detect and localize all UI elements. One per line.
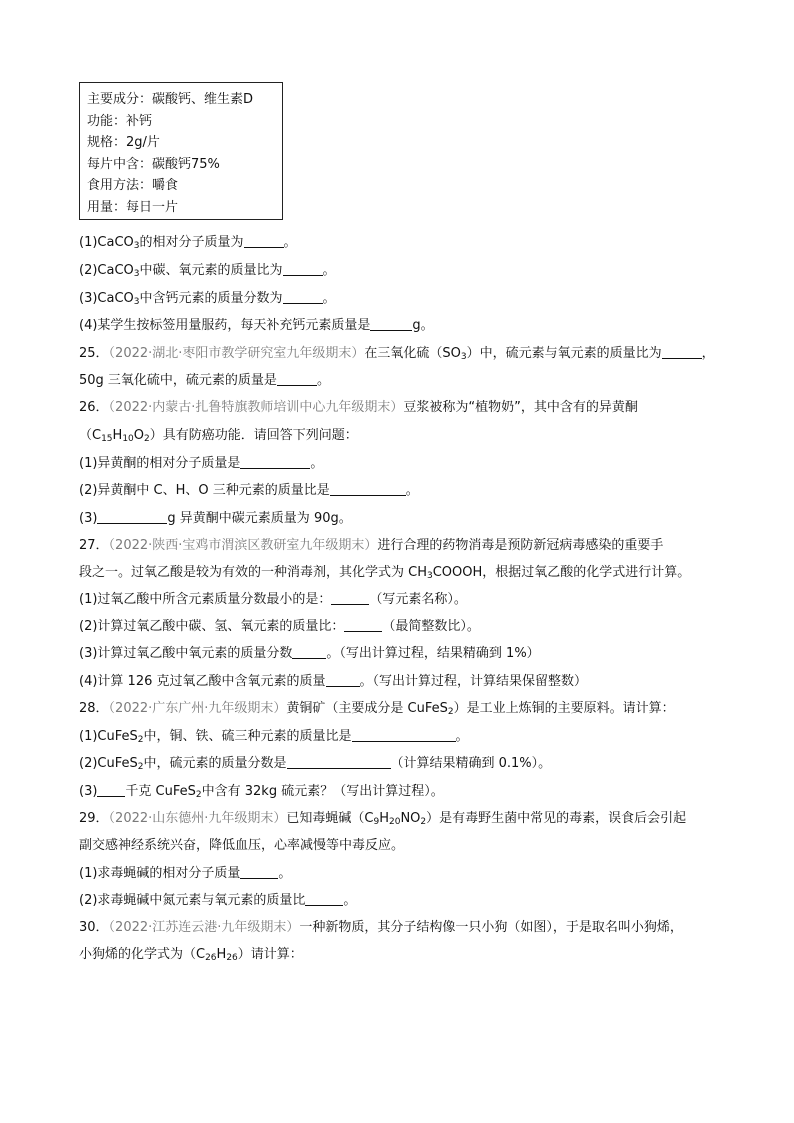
q29-line2: 副交感神经系统兴奋，降低血压，心率减慢等中毒反应。: [79, 838, 405, 853]
question-source: （2022·山东德州·九年级期末）: [108, 811, 287, 826]
q27-part3: (3)计算过氧乙酸中氧元素的质量分数 。（写出计算过程，结果精确到 1%）: [79, 646, 540, 661]
q29-part2: (2)求毒蝇碱中氮元素与氧元素的质量比 。: [79, 893, 357, 908]
answer-blank[interactable]: [305, 892, 343, 906]
label-spec: 规格：2g/片: [87, 135, 160, 150]
answer-blank[interactable]: [292, 645, 326, 659]
q27-line1: 27．（2022·陕西·宝鸡市渭滨区教研室九年级期末）进行合理的药物消毒是预防新冠病毒感染的重要手: [79, 538, 664, 553]
answer-blank[interactable]: [331, 591, 369, 605]
supplement-label-box: [79, 82, 283, 220]
q24-part2: (2)CaCO$_3$中碳、氧元素的质量比为 。: [79, 263, 336, 279]
q27-part1: (1)过氧乙酸中所含元素质量分数最小的是： （写元素名称）。: [79, 592, 467, 607]
answer-blank[interactable]: [283, 290, 323, 304]
question-number: 28．: [79, 701, 109, 716]
label-dosage: 用量：每日一片: [87, 199, 179, 215]
q24-part3: (3)CaCO$_3$中含钙元素的质量分数为 。: [79, 291, 336, 307]
label-usage: 食用方法：嚼食: [87, 178, 179, 193]
q28-line1: 28．（2022·广东广州·九年级期末）黄铜矿（主要成分是 CuFeS$_2$）是工业上炼铜的主要原料。请计算：: [79, 701, 675, 717]
answer-blank[interactable]: [370, 317, 412, 331]
q24-part1: (1)CaCO$_3$的相对分子质量为 。: [79, 235, 297, 251]
answer-blank[interactable]: [240, 455, 310, 469]
q25-line1: 25．（2022·湖北·枣阳市教学研究室九年级期末）在三氧化硫$(SO_3)$中，硫元素与氧元素的质量比为 ，: [79, 346, 715, 362]
q26-line2: $(C_{15}H_{10}O_2)$具有防癌功能．请回答下列问题：: [79, 428, 358, 444]
answer-blank[interactable]: [240, 865, 278, 879]
q28-part1: (1)CuFeS$_2$中，铜、铁、硫三种元素的质量比是 。: [79, 729, 469, 745]
label-ingredients: 主要成分：碳酸钙、维生素D: [87, 92, 254, 107]
answer-blank[interactable]: [330, 482, 406, 496]
q30-line1: 30．（2022·江苏连云港·九年级期末）一种新物质，其分子结构像一只小狗（如图），于是取名叫小狗烯，: [79, 920, 683, 935]
q26-part2: (2)异黄酮中 C、H、O 三种元素的质量比是 。: [79, 483, 419, 498]
question-number: 27．: [79, 538, 109, 553]
answer-blank[interactable]: [97, 783, 125, 797]
answer-blank[interactable]: [97, 510, 167, 524]
answer-blank[interactable]: [244, 234, 284, 248]
answer-blank[interactable]: [662, 345, 702, 359]
q26-part3: (3) g 异黄酮中碳元素质量为 90g。: [79, 511, 352, 526]
answer-blank[interactable]: [283, 262, 323, 276]
answer-blank[interactable]: [277, 372, 317, 386]
question-number: 25．: [79, 346, 109, 361]
question-number: 26．: [79, 400, 109, 415]
answer-blank[interactable]: [287, 755, 391, 769]
q24-part4: (4)某学生按标签用量服药，每天补充钙元素质量是 g。: [79, 318, 434, 333]
q26-line1: 26．（2022·内蒙古·扎鲁特旗教师培训中心九年级期末）豆浆被称为“植物奶”，其中含有的异黄酮: [79, 400, 638, 415]
q28-part3: (3) 千克 CuFeS$_2$中含有 32kg 硫元素？（写出计算过程）。: [79, 784, 444, 800]
q29-line1: 29．（2022·山东德州·九年级期末）已知毒蝇碱$(C_9H_{20}NO_2)$是有毒野生菌中常见的毒素，误食后会引起: [79, 811, 687, 827]
answer-blank[interactable]: [352, 728, 456, 742]
question-number: 30．: [79, 920, 109, 935]
question-source: （2022·广东广州·九年级期末）: [108, 701, 287, 716]
question-source: （2022·湖北·枣阳市教学研究室九年级期末）: [108, 346, 365, 361]
question-source: （2022·内蒙古·扎鲁特旗教师培训中心九年级期末）: [108, 400, 404, 415]
answer-blank[interactable]: [344, 618, 382, 632]
q27-line2: 段之一。过氧乙酸是较为有效的一种消毒剂，其化学式为 $CH_3COOOH$，根据过氧乙酸的化学式进行计算。: [79, 565, 691, 581]
q30-line2: 小狗烯的化学式为$(C_{26}H_{26})$请计算：: [79, 947, 303, 963]
q27-part2: (2)计算过氧乙酸中碳、氢、氧元素的质量比： （最简整数比）。: [79, 619, 480, 634]
label-content: 每片中含：碳酸钙75%: [87, 156, 220, 172]
q28-part2: (2)CuFeS$_2$中，硫元素的质量分数是 （计算结果精确到 0.1%）。: [79, 756, 552, 772]
question-source: （2022·江苏连云港·九年级期末）: [108, 920, 300, 935]
q27-part4: (4)计算 126 克过氧乙酸中含氧元素的质量 。（写出计算过程，计算结果保留整数）: [79, 674, 588, 689]
label-function: 功能：补钙: [87, 113, 153, 129]
q26-part1: (1)异黄酮的相对分子质量是 。: [79, 456, 324, 471]
q29-part1: (1)求毒蝇碱的相对分子质量 。: [79, 866, 292, 881]
q25-line2: 50g 三氧化硫中，硫元素的质量是 。: [79, 373, 330, 388]
question-number: 29．: [79, 811, 109, 826]
answer-blank[interactable]: [326, 673, 360, 687]
question-source: （2022·陕西·宝鸡市渭滨区教研室九年级期末）: [108, 538, 378, 553]
